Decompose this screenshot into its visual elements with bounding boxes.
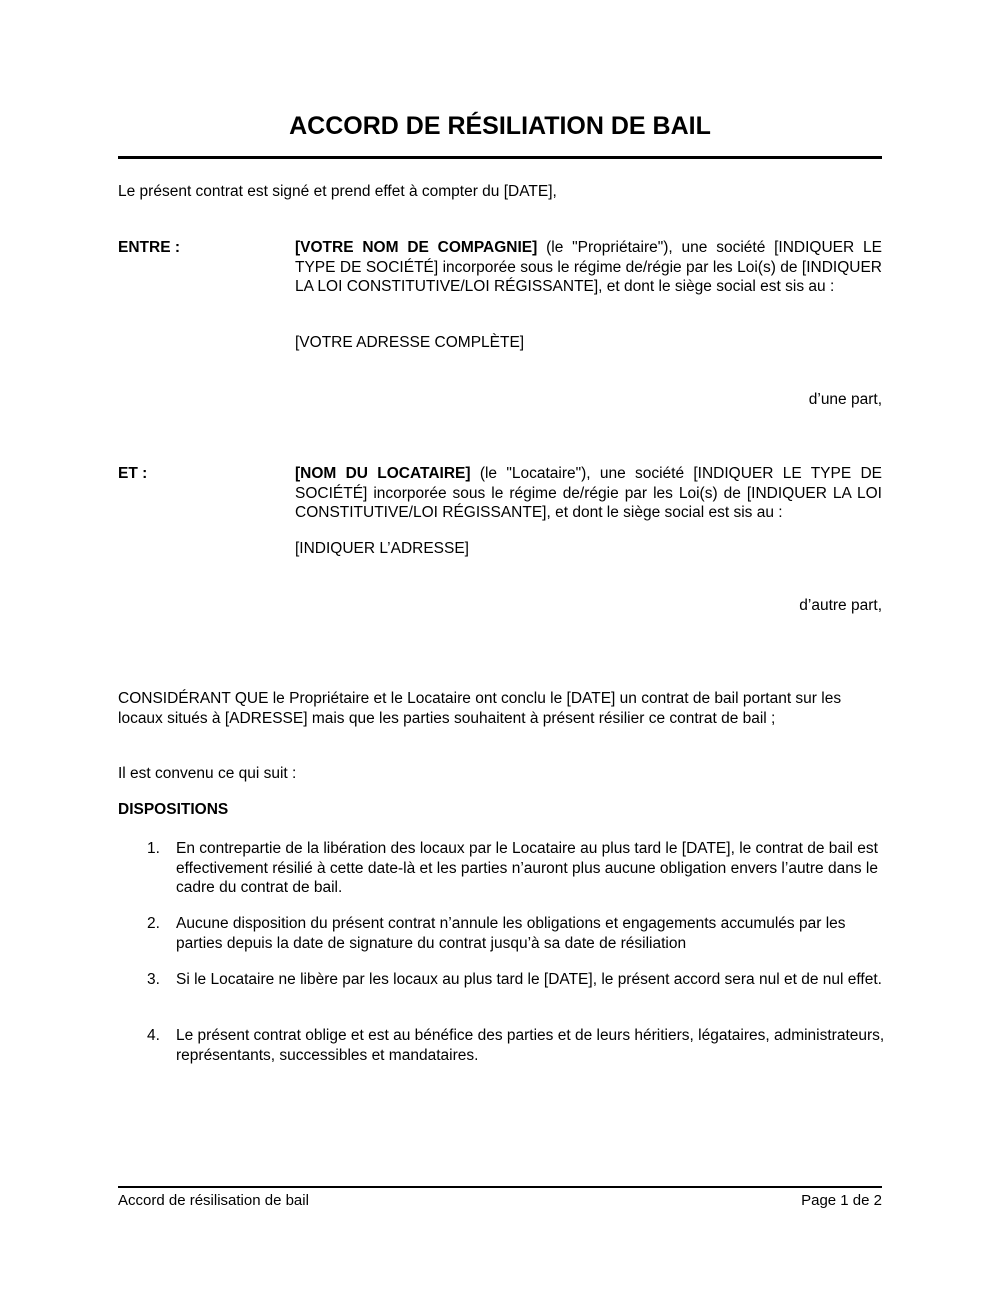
footer-document-name: Accord de résilisation de bail — [118, 1192, 309, 1209]
party1-description — [295, 238, 882, 297]
section-heading: DISPOSITIONS — [118, 801, 229, 818]
party1-name: [VOTRE NOM DE COMPAGNIE] — [295, 239, 538, 256]
party2-description — [295, 464, 882, 523]
provision-text: Aucune disposition du présent contrat n’annule les obligations et engagements accumulés par les parties depuis la date de signature du contrat jusqu’à sa date de résiliation — [176, 915, 846, 952]
party2-label: ET : — [118, 465, 148, 482]
title-divider — [118, 156, 882, 159]
party1-address: [VOTRE ADRESSE COMPLÈTE] — [295, 334, 525, 351]
provision-number: 3. — [147, 971, 160, 988]
footer-divider — [118, 1186, 882, 1188]
document-title: ACCORD DE RÉSILIATION DE BAIL — [289, 112, 711, 140]
provision-number: 4. — [147, 1027, 160, 1044]
provision-text: Le présent contrat oblige et est au bénéfice des parties et de leurs héritiers, légataires, administrateurs, représentants, successibles et mandataires. — [176, 1027, 885, 1064]
party1-closing: d’une part, — [808, 391, 882, 408]
party2-closing: d’autre part, — [799, 597, 882, 614]
agreed-paragraph: Il est convenu ce qui suit : — [118, 765, 297, 782]
party2-details: (le "Locataire"), une société [INDIQUER LE TYPE DE SOCIÉTÉ] incorporée sous le régime de/régie par les Loi(s) de [INDIQUER LA LOI CONSTITUTIVE/LOI RÉGISSANTE], et dont le siège social est sis au : — [295, 465, 882, 521]
provision-text: En contrepartie de la libération des locaux par le Locataire au plus tard le [DATE], le contrat de bail est effectivement résilié à cette date-là et les parties n’auront plus aucune obligation envers l’autre dans le cadre du contrat de bail. — [176, 840, 878, 896]
whereas-paragraph: CONSIDÉRANT QUE le Propriétaire et le Locataire ont conclu le [DATE] un contrat de bail portant sur les locaux situés à [ADRESSE] mais que les parties souhaitent à présent résilier ce contrat de bail ; — [118, 690, 842, 727]
party2-name: [NOM DU LOCATAIRE] — [295, 465, 471, 482]
intro-paragraph: Le présent contrat est signé et prend effet à compter du [DATE], — [118, 183, 557, 200]
party2-address: [INDIQUER L’ADRESSE] — [295, 540, 469, 557]
party1-details: (le "Propriétaire"), une société [INDIQUER LE TYPE DE SOCIÉTÉ] incorporée sous le régime de/régie par les Loi(s) de [INDIQUER LA LOI CONSTITUTIVE/LOI RÉGISSANTE], et dont le siège social est sis au : — [295, 239, 882, 295]
provision-number: 1. — [147, 840, 160, 857]
party1-label: ENTRE : — [118, 239, 180, 256]
provision-text: Si le Locataire ne libère par les locaux au plus tard le [DATE], le présent accord sera nul et de nul effet. — [176, 971, 882, 988]
provision-number: 2. — [147, 915, 160, 932]
footer-page-number: Page 1 de 2 — [801, 1192, 882, 1209]
